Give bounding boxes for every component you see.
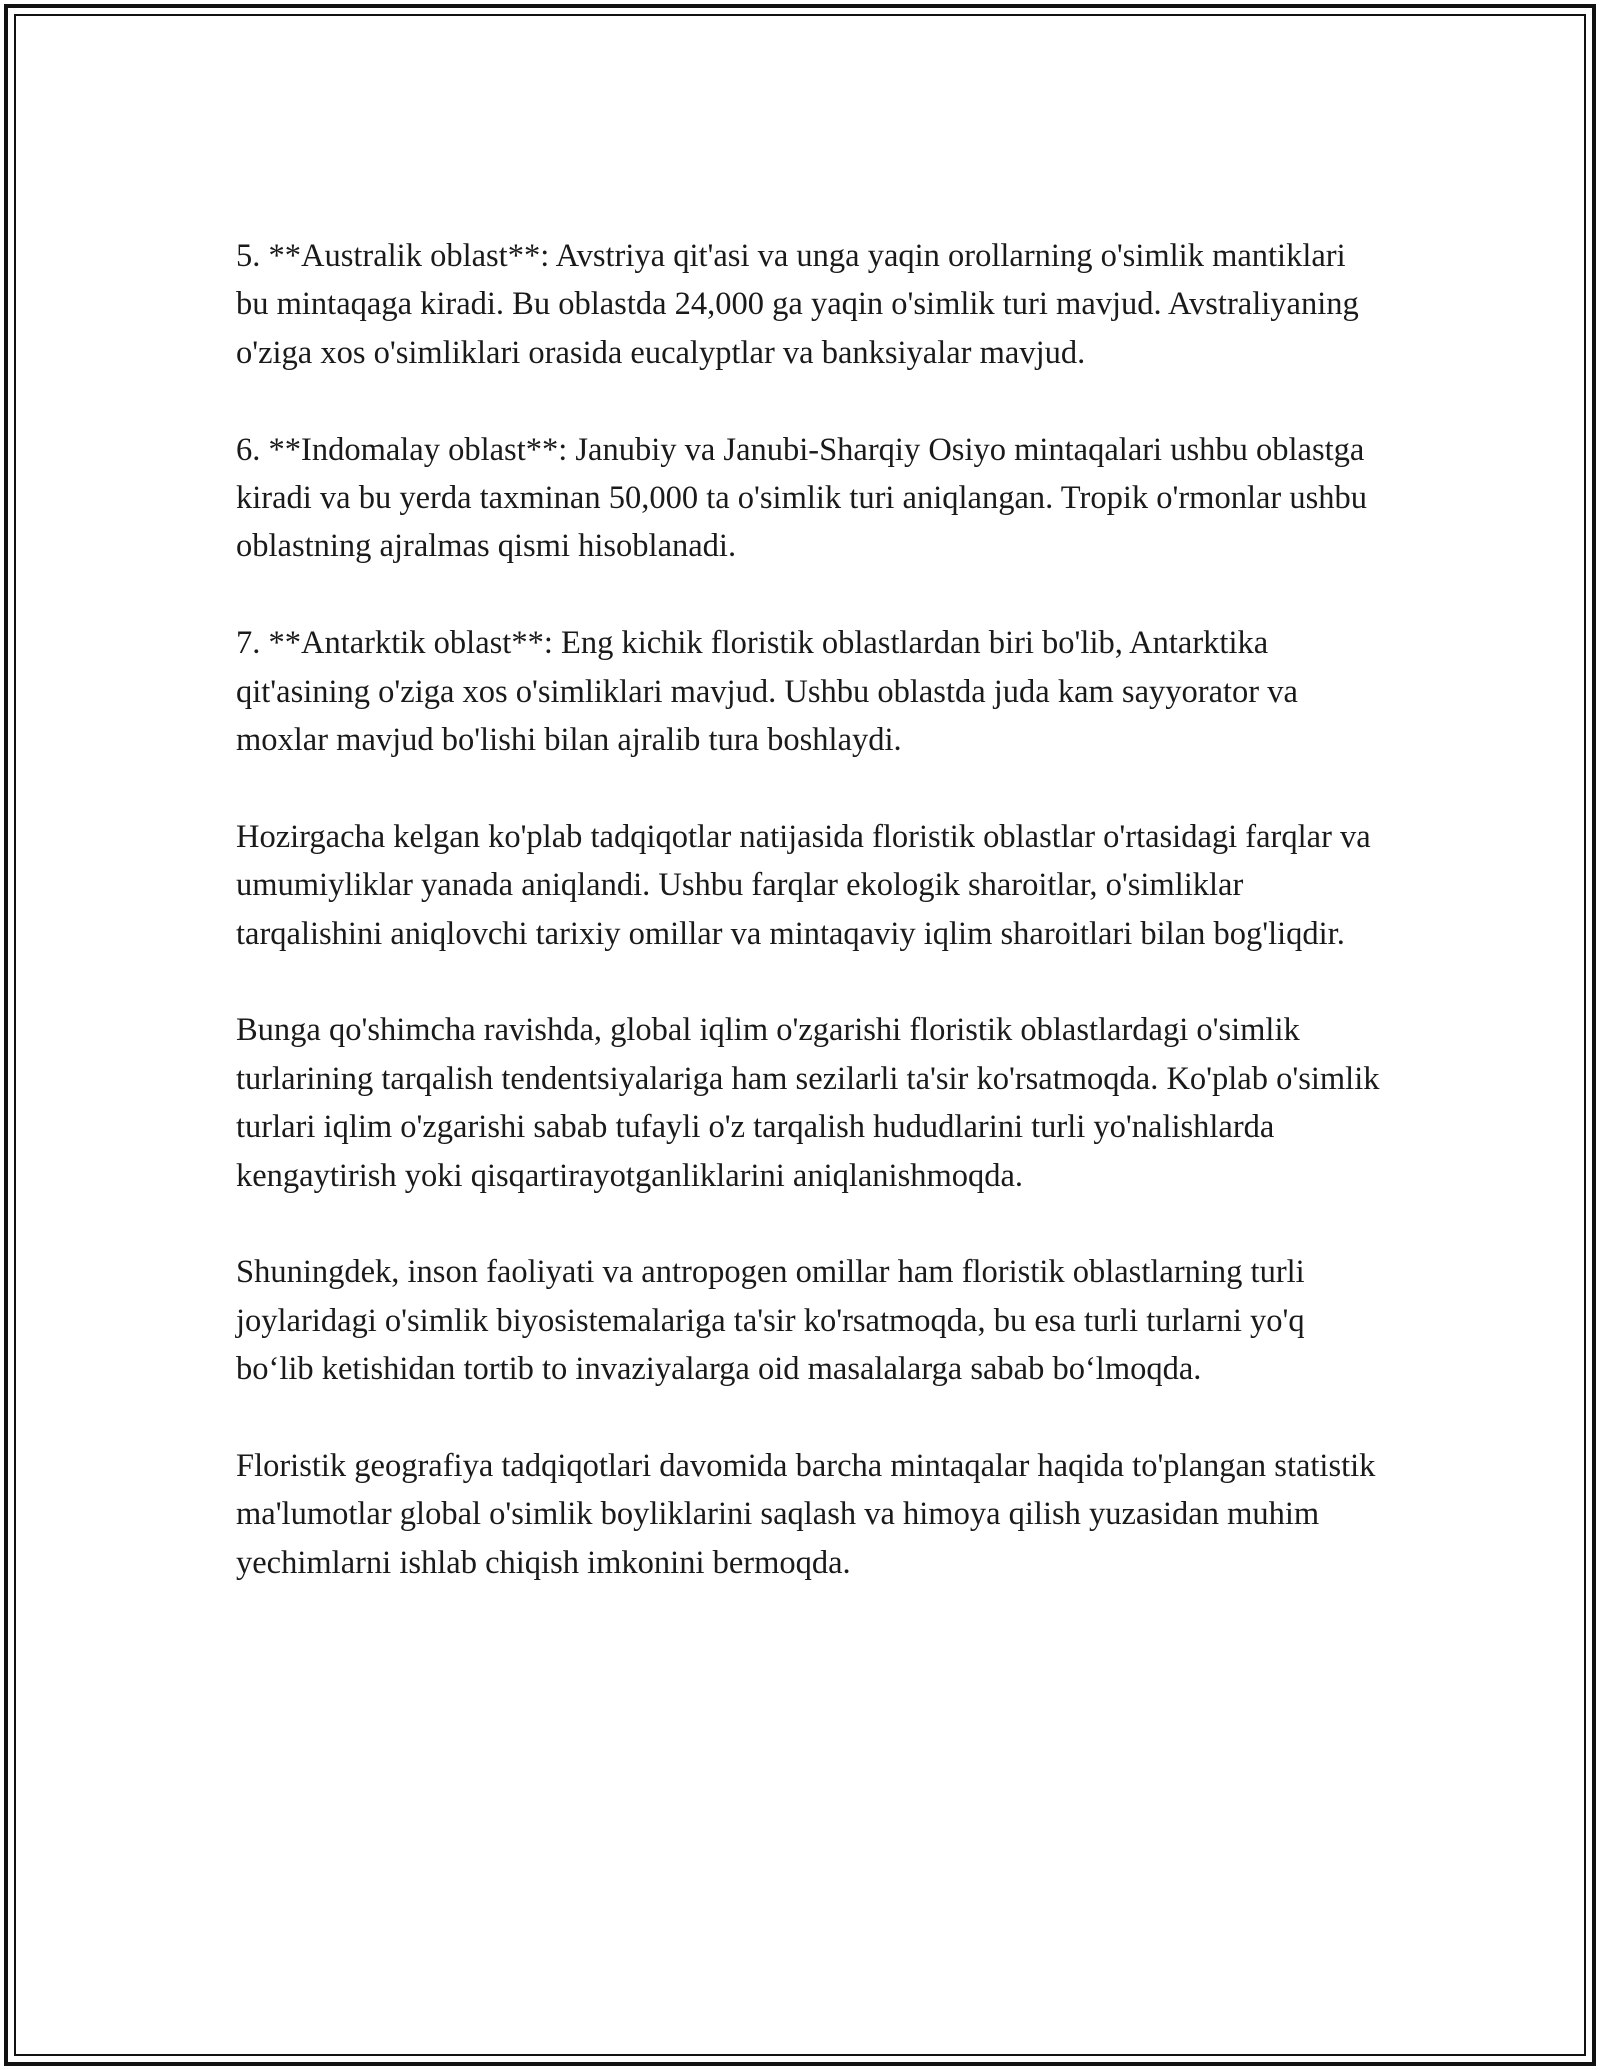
paragraph-human-activity: Shuningdek, inson faoliyati va antropogen omillar ham floristik oblastlarning turli joylaridagi o'simlik biyosistemalariga ta'sir ko'rsatmoqda, bu esa turli turlarni yo'q bo‘lib ketishidan tortib to invaziyalarga oid masalalarga sabab bo‘lmoqda. <box>236 1254 1305 1388</box>
paragraph-indomalay-oblast: 6. **Indomalay oblast**: Janubiy va Janubi-Sharqiy Osiyo mintaqalari ushbu oblastga kiradi va bu yerda taxminan 50,000 ta o'simlik turi aniqlangan. Tropik o'rmonlar ushbu oblastning ajralmas qismi hisoblanadi. <box>236 431 1367 565</box>
paragraph-research-findings: Hozirgacha kelgan ko'plab tadqiqotlar natijasida floristik oblastlar o'rtasidagi farqlar va umumiyliklar yanada aniqlandi. Ushbu farqlar ekologik sharoitlar, o'simliklar tarqalishini aniqlovchi tarixiy omillar va mintaqaviy iqlim sharoitlari bilan bog'liqdir. <box>236 818 1371 952</box>
paragraph-australik-oblast: 5. **Australik oblast**: Avstriya qit'asi va unga yaqin orollarning o'simlik mantiklari bu mintaqaga kiradi. Bu oblastda 24,000 ga yaqin o'simlik turi mavjud. Avstraliyaning o'ziga xos o'simliklari orasida eucalyptlar va banksiyalar mavjud. <box>236 238 1359 371</box>
paragraph-floristic-geography: Floristik geografiya tadqiqotlari davomida barcha mintaqalar haqida to'plangan statistik ma'lumotlar global o'simlik boyliklarini saqlash va himoya qilish yuzasidan muhim yechimlarni ishlab chiqish imkonini bermoqda. <box>236 1448 1376 1581</box>
paragraph-climate-change: Bunga qo'shimcha ravishda, global iqlim o'zgarishi floristik oblastlardagi o'simlik turlarining tarqalish tendentsiyalariga ham sezilarli ta'sir ko'rsatmoqda. Ko'plab o'simlik turlari iqlim o'zgarishi sabab tufayli o'z tarqalish hududlarini turli yo'nalishlarda kengaytirish yoki qisqartirayotganliklarini aniqlanishmoqda. <box>236 1012 1380 1194</box>
document-body <box>236 232 1386 1636</box>
paragraph-antarktik-oblast: 7. **Antarktik oblast**: Eng kichik floristik oblastlardan biri bo'lib, Antarktika qit'asining o'ziga xos o'simliklari mavjud. Ushbu oblastda juda kam sayyorator va moxlar mavjud bo'lishi bilan ajralib tura boshlaydi. <box>236 625 1298 759</box>
